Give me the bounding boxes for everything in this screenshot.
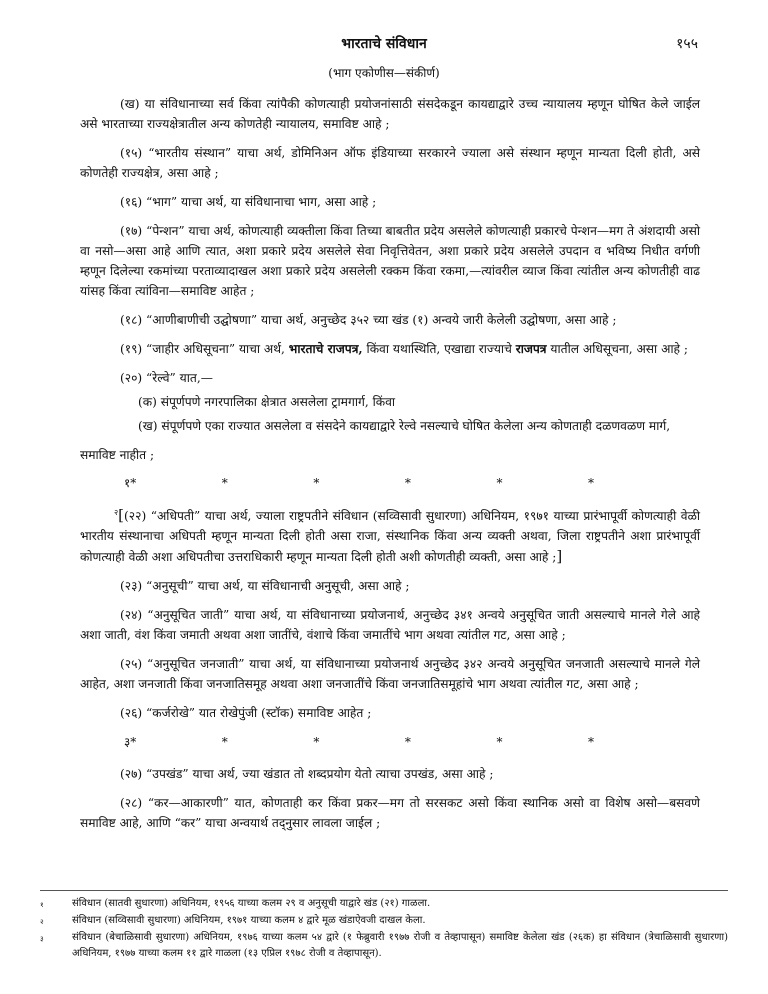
omission-star-note: ३* <box>124 735 137 749</box>
document-body <box>80 94 700 842</box>
omission-star: * <box>404 735 411 749</box>
footnotes <box>40 896 728 962</box>
clause-20-k: (क) संपूर्णपणे नगरपालिका क्षेत्रात असलेला ट्रामगार्ग, किंवा <box>138 395 396 409</box>
page-header <box>0 34 768 54</box>
clause-19-gazette-india: भारताचे राजपत्र, <box>288 342 363 356</box>
omission-star: * <box>221 735 228 749</box>
omission-star: * <box>221 476 228 490</box>
clause-22 <box>80 505 700 567</box>
omission-star-note: १* <box>124 476 137 490</box>
omission-star: * <box>404 476 411 490</box>
clause-22-text: (२२) “अधिपती” याचा अर्थ, ज्याला राष्ट्रपतीने संविधान (सव्विसावी सुधारणा) अधिनियम, १९७१ याच्या प्रारंभापूर्वी कोणत्याही वेळी भारतीय संस्थानाचा अधिपती म्हणून मान्यता दिली होती असा राजा, संस्थानिक किंवा अन्य व्यक्ती अथवा, जिला राष्ट्रपतीने अशा प्रारंभापूर्वी कोणत्याही वेळी अशा अधिपतीचा उत्तराधिकारी म्हणून मान्यता दिली होती अशी कोणतीही व्यक्ती, असा आहे ; <box>80 509 700 564</box>
section-subtitle: (भाग एकोणीस—संकीर्ण) <box>328 66 440 80</box>
footnote-mark: २ <box>40 918 44 926</box>
footnote-ref-2: २ <box>114 507 119 517</box>
footnote <box>40 913 728 930</box>
footnote-text: संविधान (सातवी सुधारणा) अधिनियम, १९५६ याच्या कलम २९ व अनुसूची याद्वारे खंड (२१) गाळला. <box>72 898 431 909</box>
footnote-text: संविधान (बेचाळिसावी सुधारणा) अधिनियम, १९७६ याच्या कलम ५४ द्वारे (१ फेब्रुवारी १९७७ रोजी व तेव्हापासून) समाविष्ट केलेला खंड (२६क) हा संविधान (त्रेचाळिसावी सुधारणा) अधिनियम, १९७७ याच्या कलम ११ द्वारे गाळला (१३ एप्रिल १९७८ रोजी व तेव्हापासून). <box>72 932 728 959</box>
footnote-mark: १ <box>40 901 44 909</box>
omission-star: * <box>587 735 594 749</box>
omission-star: * <box>313 735 320 749</box>
omission-star: * <box>496 476 503 490</box>
close-bracket: ] <box>556 547 563 565</box>
clause-26: (२६) “कर्जरोखे” यात रोखेपुंजी (स्टॉक) समाविष्ट आहेत ; <box>120 706 372 720</box>
page-number: १५५ <box>676 36 698 52</box>
clause-28: (२८) “कर—आकारणी” यात, कोणताही कर किंवा प्रकर—मग तो सरसकट असो किंवा स्थानिक असो वा विशेष असो—बसवणे समाविष्ट आहे, आणि “कर” याचा अन्वयार्थ तद्नुसार लावला जाईल ; <box>80 796 700 830</box>
clause-19 <box>80 339 700 359</box>
page-title: भारताचे संविधान <box>341 36 427 52</box>
clause-19-gazette-state: राजपत्र <box>515 342 547 356</box>
footnote-text: संविधान (सव्विसावी सुधारणा) अधिनियम, १९७१ याच्या कलम ४ द्वारे मूळ खंडाऐवजी दाखल केला. <box>72 915 426 926</box>
clause-25: (२५) “अनुसूचित जनजाती” याचा अर्थ, या संविधानाच्या प्रयोजनार्थ अनुच्छेद ३४२ अन्वये अनुसूचित जनजाती असल्याचे मानले गेले आहेत, अशा जनजाती किंवा जनजातिसमूह अथवा अशा जनजातींचे किंवा जनजातिसमूहांचे भाग अथवा त्यांतील गट, असा आहे ; <box>80 657 700 691</box>
footnote <box>40 930 728 962</box>
clause-24: (२४) “अनुसूचित जाती” याचा अर्थ, या संविधानाच्या प्रयोजनार्थ, अनुच्छेद ३४१ अन्वये अनुसूचित जाती असल्याचे मानले गेले आहे अशा जाती, वंश किंवा जमाती अथवा अशा जातींचे, वंशाचे किंवा जमातींचे भाग अथवा त्यांतील गट, असा आहे ; <box>80 608 700 642</box>
open-bracket: [ <box>118 506 125 524</box>
clause-20-end: समाविष्ट नाहीत ; <box>80 448 155 462</box>
clause-19-part-c: किंवा यथास्थिति, एखाद्या राज्याचे <box>362 342 516 356</box>
clause-23: (२३) “अनुसूची” याचा अर्थ, या संविधानाची अनुसूची, असा आहे ; <box>120 579 410 593</box>
omission-stars-1 <box>124 473 594 493</box>
clause-17: (१७) “पेन्शन” याचा अर्थ, कोणत्याही व्यक्तीला किंवा तिच्या बाबतीत प्रदेय असलेले कोणत्याही प्रकारचे पेन्शन—मग ते अंशदायी असो वा नसो—असा आहे आणि त्यात, अशा प्रकारे प्रदेय असलेले सेवा निवृत्तिवेतन, अशा प्रकारे प्रदेय असलेले उपदान व भविष्य निधीत वर्गणी म्हणून दिलेल्या रकमांच्या परताव्यादाखल अशा प्रकारे प्रदेय असलेली रक्कम किंवा रकमा,—त्यांवरील व्याज किंवा त्यांतील अन्य कोणतीही वाढ यांसह किंवा त्यांविना—समाविष्ट आहेत ; <box>80 224 700 298</box>
clause-19-part-e: यातील अधिसूचना, असा आहे ; <box>546 342 688 356</box>
clause-18: (१८) “आणीबाणीची उद्घोषणा” याचा अर्थ, अनुच्छेद ३५२ च्या खंड (१) अन्वये जारी केलेली उद्घोषणा, असा आहे ; <box>120 313 617 327</box>
omission-star: * <box>496 735 503 749</box>
clause-16: (१६) “भाग” याचा अर्थ, या संविधानाचा भाग, असा आहे ; <box>120 195 377 209</box>
clause-kh: (ख) या संविधानाच्या सर्व किंवा त्यांपैकी कोणत्याही प्रयोजनांसाठी संसदेकडून कायद्याद्वारे उच्च न्यायालय म्हणून घोषित केले जाईल असे भारताच्या राज्यक्षेत्रातील अन्य कोणतेही न्यायालय, समाविष्ट आहे ; <box>80 97 700 131</box>
clause-20: (२०) “रेल्वे” यात,— <box>120 371 213 385</box>
omission-stars-2 <box>124 732 594 752</box>
clause-19-part-a: (१९) “जाहीर अधिसूचना” याचा अर्थ, <box>120 342 289 356</box>
omission-star: * <box>587 476 594 490</box>
footnote-mark: ३ <box>40 935 44 943</box>
clause-20-kh: (ख) संपूर्णपणे एका राज्यात असलेला व संसदेने कायद्याद्वारे रेल्वे नसल्याचे घोषित केलेला अन्य कोणताही दळणवळण मार्ग, <box>138 419 671 433</box>
footnote <box>40 896 728 913</box>
footnote-divider <box>40 890 728 891</box>
omission-star: * <box>313 476 320 490</box>
clause-15: (१५) “भारतीय संस्थान” याचा अर्थ, डोमिनिअन ऑफ इंडियाच्या सरकारने ज्याला असे संस्थान म्हणून मान्यता दिली होती, असे कोणतेही राज्यक्षेत्र, असा आहे ; <box>80 146 700 180</box>
clause-27: (२७) “उपखंड” याचा अर्थ, ज्या खंडात तो शब्दप्रयोग येतो त्याचा उपखंड, असा आहे ; <box>120 767 494 781</box>
